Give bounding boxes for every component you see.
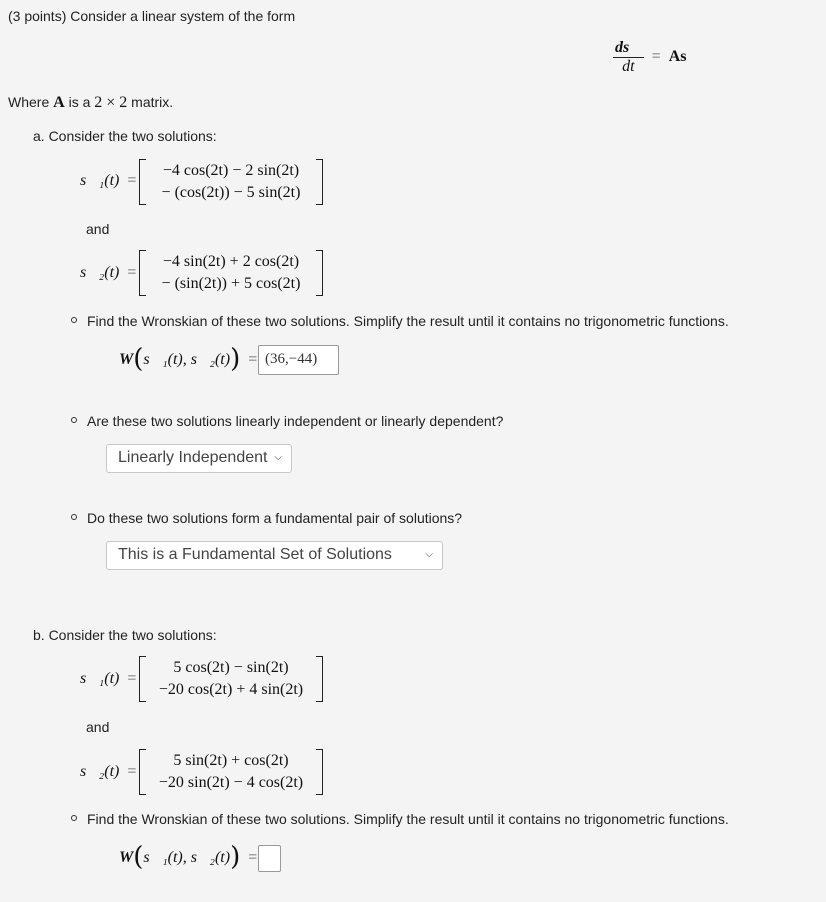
part-b-wronskian-answer-input[interactable] [258, 845, 281, 872]
part-a-s1-row2: − (cos(2t)) − 5 sin(2t) [161, 184, 301, 201]
part-b-heading: b. Consider the two solutions: [33, 627, 217, 643]
part-b-and: and [86, 719, 110, 735]
s1-label-text: s⃗₁(t) [80, 172, 120, 189]
part-b-s2-label [80, 763, 136, 781]
part-a-wronskian-answer-input[interactable]: (36,−44) [258, 345, 339, 375]
s2-label-text: s⃗₂(t) [80, 763, 120, 780]
part-b-s2-row1: 5 sin(2t) + cos(2t) [173, 752, 289, 769]
s2-label-text: s⃗₂(t) [80, 264, 120, 281]
part-b-s1-label [80, 670, 136, 688]
part-a-wronskian-expression [119, 344, 257, 374]
fundamental-select[interactable] [106, 541, 443, 570]
bracket-left [139, 749, 146, 795]
part-b-wronskian-question: Find the Wronskian of these two solutions. Simplify the result until it contains no trigonometric functions. [87, 811, 729, 827]
part-a-s2-row1: −4 sin(2t) + 2 cos(2t) [162, 253, 300, 270]
circle-bullet-icon [71, 417, 77, 423]
part-a-s2-row2: − (sin(2t)) + 5 cos(2t) [161, 275, 301, 292]
bracket-right [316, 159, 323, 205]
part-b-s1-row1: 5 cos(2t) − sin(2t) [173, 659, 289, 676]
where-matrix-symbol: A [53, 94, 65, 111]
s2-equals: = [127, 763, 137, 780]
part-a-s1-row1: −4 cos(2t) − 2 sin(2t) [162, 162, 300, 179]
part-b-wronskian-expression [119, 842, 257, 872]
independence-select[interactable] [106, 444, 292, 473]
wronskian-args: s⃗₁(t), s⃗₂(t) [143, 351, 231, 368]
bracket-right [316, 749, 323, 795]
wronskian-w: W [119, 351, 134, 368]
part-a-and: and [86, 221, 110, 237]
part-a-s2-vector [139, 250, 323, 296]
paren-left: ( [133, 842, 144, 872]
equation-equals: = [651, 48, 661, 66]
wronskian-args: s⃗₁(t), s⃗₂(t) [143, 849, 231, 866]
circle-bullet-icon [71, 815, 77, 821]
fundamental-selected-value: This is a Fundamental Set of Solutions [118, 546, 392, 563]
circle-bullet-icon [71, 317, 77, 323]
derivative-numerator: ds⃗ [615, 39, 642, 56]
part-b-s1-vector [139, 656, 323, 702]
where-mid: is a [64, 94, 95, 110]
s1-label-text: s⃗₁(t) [80, 670, 120, 687]
bracket-left [139, 159, 146, 205]
bracket-left [139, 250, 146, 296]
where-suffix: matrix. [127, 94, 174, 110]
equation-rhs: As⃗ [668, 48, 699, 66]
s2-equals: = [127, 264, 137, 281]
where-prefix: Where [8, 94, 54, 110]
chevron-down-icon: ⌵ [425, 549, 433, 560]
bracket-right [316, 656, 323, 702]
part-b-s1-row2: −20 cos(2t) + 4 sin(2t) [158, 681, 304, 698]
part-b-s2-vector [139, 749, 323, 795]
independence-selected-value: Linearly Independent [118, 449, 268, 466]
part-a-independence-question: Are these two solutions linearly independent or linearly dependent? [87, 413, 504, 429]
chevron-down-icon: ⌵ [274, 452, 282, 463]
part-a-s2-label [80, 264, 136, 282]
part-a-s1-label [80, 172, 136, 190]
part-a-heading: a. Consider the two solutions: [33, 128, 217, 144]
part-a-fundamental-question: Do these two solutions form a fundamental pair of solutions? [87, 510, 463, 526]
where-dims: 2 × 2 [94, 94, 128, 111]
s1-equals: = [127, 172, 137, 189]
paren-left: ( [133, 344, 144, 374]
paren-right: ) [230, 842, 241, 872]
circle-bullet-icon [71, 514, 77, 520]
derivative-denominator: dt [622, 58, 635, 75]
where-statement [8, 94, 173, 112]
derivative-fraction [613, 40, 644, 75]
bracket-right [316, 250, 323, 296]
bracket-left [139, 656, 146, 702]
system-equation [613, 40, 699, 75]
wronskian-equals: = [248, 849, 258, 866]
part-a-wronskian-question: Find the Wronskian of these two solutions. Simplify the result until it contains no trigonometric functions. [87, 313, 729, 329]
part-a-s1-vector [139, 159, 323, 205]
paren-right: ) [230, 344, 241, 374]
wronskian-equals: = [248, 351, 258, 368]
wronskian-w: W [119, 849, 134, 866]
s1-equals: = [127, 670, 137, 687]
part-b-s2-row2: −20 sin(2t) − 4 cos(2t) [158, 774, 304, 791]
problem-intro: (3 points) Consider a linear system of the form [8, 8, 296, 24]
